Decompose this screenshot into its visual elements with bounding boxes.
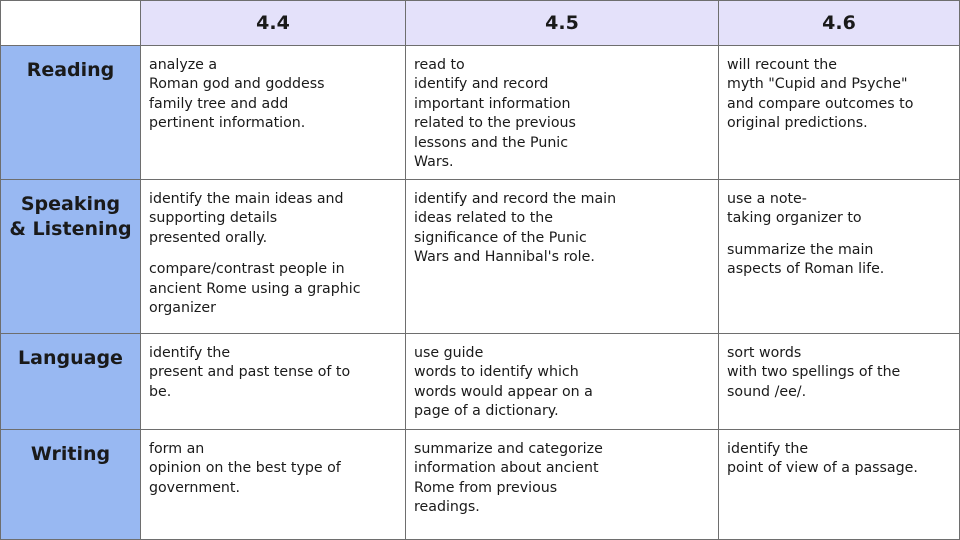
cell-text-line: form an	[149, 441, 205, 457]
cell-text-line: aspects of Roman life.	[727, 261, 885, 278]
cell-text-line: page of a dictionary.	[414, 403, 559, 420]
cell-text-line: ancient Rome using a graphic	[149, 280, 361, 297]
cell-text-line: Rome from previous	[414, 479, 558, 496]
cell-text-line: identify and record the main	[414, 191, 617, 207]
row-header-line: Reading	[26, 59, 115, 81]
cell-text-line: taking organizer to	[727, 210, 862, 227]
cell-text-line: organizer	[149, 300, 216, 317]
row-header-line: & Listening	[9, 218, 132, 240]
cell-text-line: original predictions.	[727, 115, 868, 132]
cell-text-line: myth "Cupid and Psyche"	[727, 76, 908, 93]
column-header-4-6: 4.6	[719, 1, 960, 46]
cell-text-line: Wars.	[414, 154, 454, 171]
cell-language-4-5	[406, 334, 719, 430]
cell-language-4-6	[719, 334, 960, 430]
cell-writing-4-6	[719, 430, 960, 540]
cell-text-line: opinion on the best type of	[149, 460, 341, 477]
cell-speaking-4-6	[719, 180, 960, 334]
cell-text-line: summarize the main	[727, 241, 874, 258]
row-writing	[1, 430, 960, 540]
cell-text-line: significance of the Punic	[414, 229, 587, 246]
cell-text-line: ideas related to the	[414, 210, 553, 227]
cell-text-line: Roman god and goddess	[149, 76, 325, 93]
cell-text-line: will recount the	[727, 57, 838, 73]
cell-text-line: present and past tense of to	[149, 364, 351, 381]
cell-writing-4-5	[406, 430, 719, 540]
cell-text-line: sound /ee/.	[727, 383, 807, 400]
cell-speaking-4-5	[406, 180, 719, 334]
cell-text-line: readings.	[414, 499, 480, 516]
row-header-line: Writing	[30, 443, 111, 465]
cell-text-line: family tree and add	[149, 95, 289, 112]
cell-text-line: identify the	[727, 441, 809, 457]
cell-reading-4-5	[406, 46, 719, 180]
row-language	[1, 334, 960, 430]
row-header-reading	[1, 46, 141, 180]
cell-text-line: with two spellings of the	[727, 364, 901, 381]
cell-text-line: pertinent information.	[149, 115, 306, 132]
cell-text-line: point of view of a passage.	[727, 460, 918, 477]
cell-text-line: compare/contrast people in	[149, 261, 345, 278]
row-header-speaking-listening	[1, 180, 141, 334]
cell-text-line: lessons and the Punic	[414, 134, 569, 151]
corner-cell	[1, 1, 141, 46]
cell-text-line: summarize and categorize	[414, 441, 603, 457]
cell-text-line: identify the main ideas and	[149, 191, 344, 207]
column-header-4-5: 4.5	[406, 1, 719, 46]
cell-reading-4-6	[719, 46, 960, 180]
cell-writing-4-4	[141, 430, 406, 540]
cell-text-line: use guide	[414, 345, 484, 361]
row-header-line: Language	[18, 347, 123, 369]
cell-text-line: identify and record	[414, 76, 549, 93]
cell-text-line: be.	[149, 383, 172, 400]
row-header-writing	[1, 430, 141, 540]
cell-text-line: related to the previous	[414, 115, 576, 132]
cell-text-line: supporting details	[149, 210, 278, 227]
cell-text-line: analyze a	[149, 57, 218, 73]
cell-text-line: government.	[149, 479, 240, 496]
header-row	[1, 1, 960, 46]
cell-speaking-4-4	[141, 180, 406, 334]
row-header-language	[1, 334, 141, 430]
paragraph-gap	[149, 248, 397, 260]
cell-reading-4-4	[141, 46, 406, 180]
cell-text-line: information about ancient	[414, 460, 599, 477]
paragraph-gap	[727, 229, 951, 241]
cell-text-line: words would appear on a	[414, 383, 593, 400]
cell-text-line: and compare outcomes to	[727, 95, 914, 112]
cell-text-line: words to identify which	[414, 364, 579, 381]
cell-text-line: Wars and Hannibal's role.	[414, 249, 595, 266]
cell-text-line: important information	[414, 95, 571, 112]
cell-text-line: sort words	[727, 345, 802, 361]
column-header-4-4: 4.4	[141, 1, 406, 46]
row-speaking-listening	[1, 180, 960, 334]
cell-text-line: use a note-	[727, 191, 807, 207]
cell-language-4-4	[141, 334, 406, 430]
row-reading	[1, 46, 960, 180]
cell-text-line: identify the	[149, 345, 231, 361]
cell-text-line: presented orally.	[149, 229, 268, 246]
cell-text-line: read to	[414, 57, 465, 73]
row-header-line: Speaking	[20, 193, 121, 215]
